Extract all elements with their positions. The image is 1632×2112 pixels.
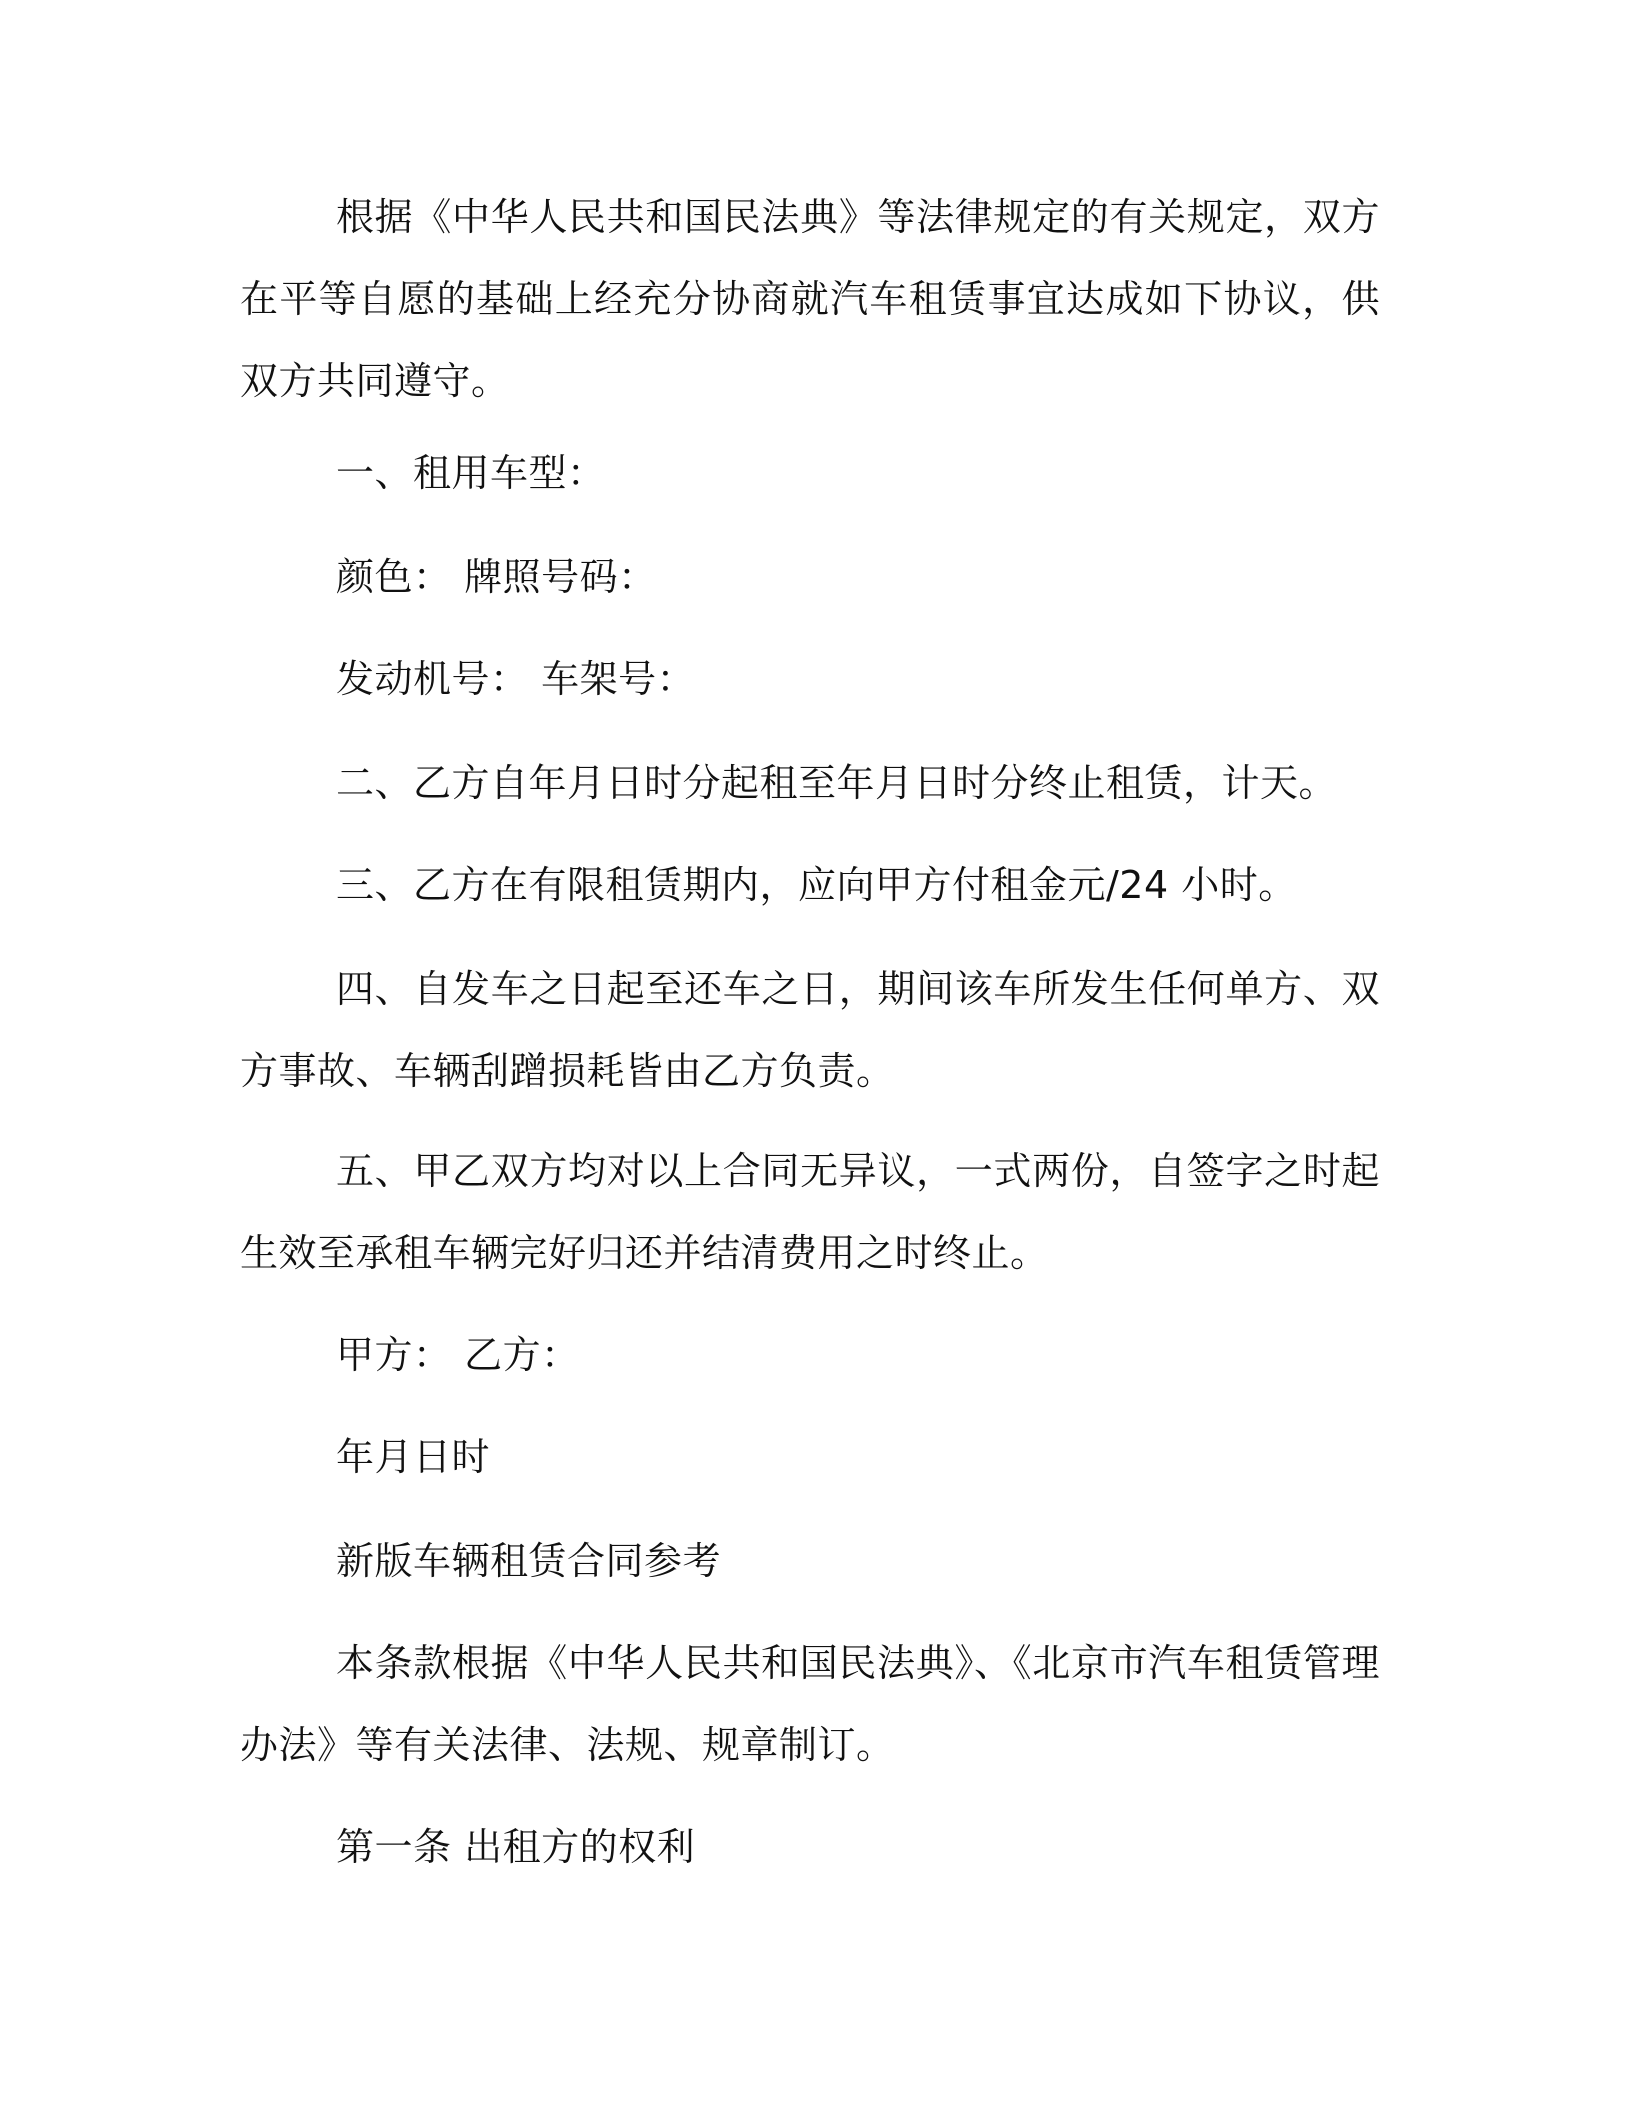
date-line: 年月日时	[336, 1435, 491, 1479]
item-1-engine-frame: 发动机号： 车架号：	[336, 657, 696, 701]
item-4-paragraph: 四、自发车之日起至还车之日，期间该车所发生任何单方、双方事故、车辆刮蹭损耗皆由乙方负责。	[240, 967, 1380, 1093]
item-1-color-plate: 颜色： 牌照号码：	[336, 555, 657, 599]
new-contract-title: 新版车辆租赁合同参考	[336, 1539, 722, 1583]
basis-paragraph: 本条款根据《中华人民共和国民法典》、《北京市汽车租赁管理办法》等有关法律、法规、规章制订。	[240, 1641, 1380, 1767]
document-page	[240, 0, 1380, 2112]
intro-paragraph: 根据《中华人民共和国民法典》等法律规定的有关规定，双方在平等自愿的基础上经充分协商就汽车租赁事宜达成如下协议，供双方共同遵守。	[240, 195, 1380, 403]
item-5-paragraph: 五、甲乙双方均对以上合同无异议，一式两份，自签字之时起生效至承租车辆完好归还并结清费用之时终止。	[240, 1149, 1380, 1275]
item-1-title: 一、租用车型：	[336, 451, 606, 495]
parties-line: 甲方： 乙方：	[336, 1333, 580, 1377]
item-2-paragraph: 二、乙方自年月日时分起租至年月日时分终止租赁，计天。	[336, 761, 1338, 805]
item-3-paragraph: 三、乙方在有限租赁期内，应向甲方付租金元/24 小时。	[336, 863, 1297, 907]
article-1-heading: 第一条 出租方的权利	[336, 1825, 696, 1869]
